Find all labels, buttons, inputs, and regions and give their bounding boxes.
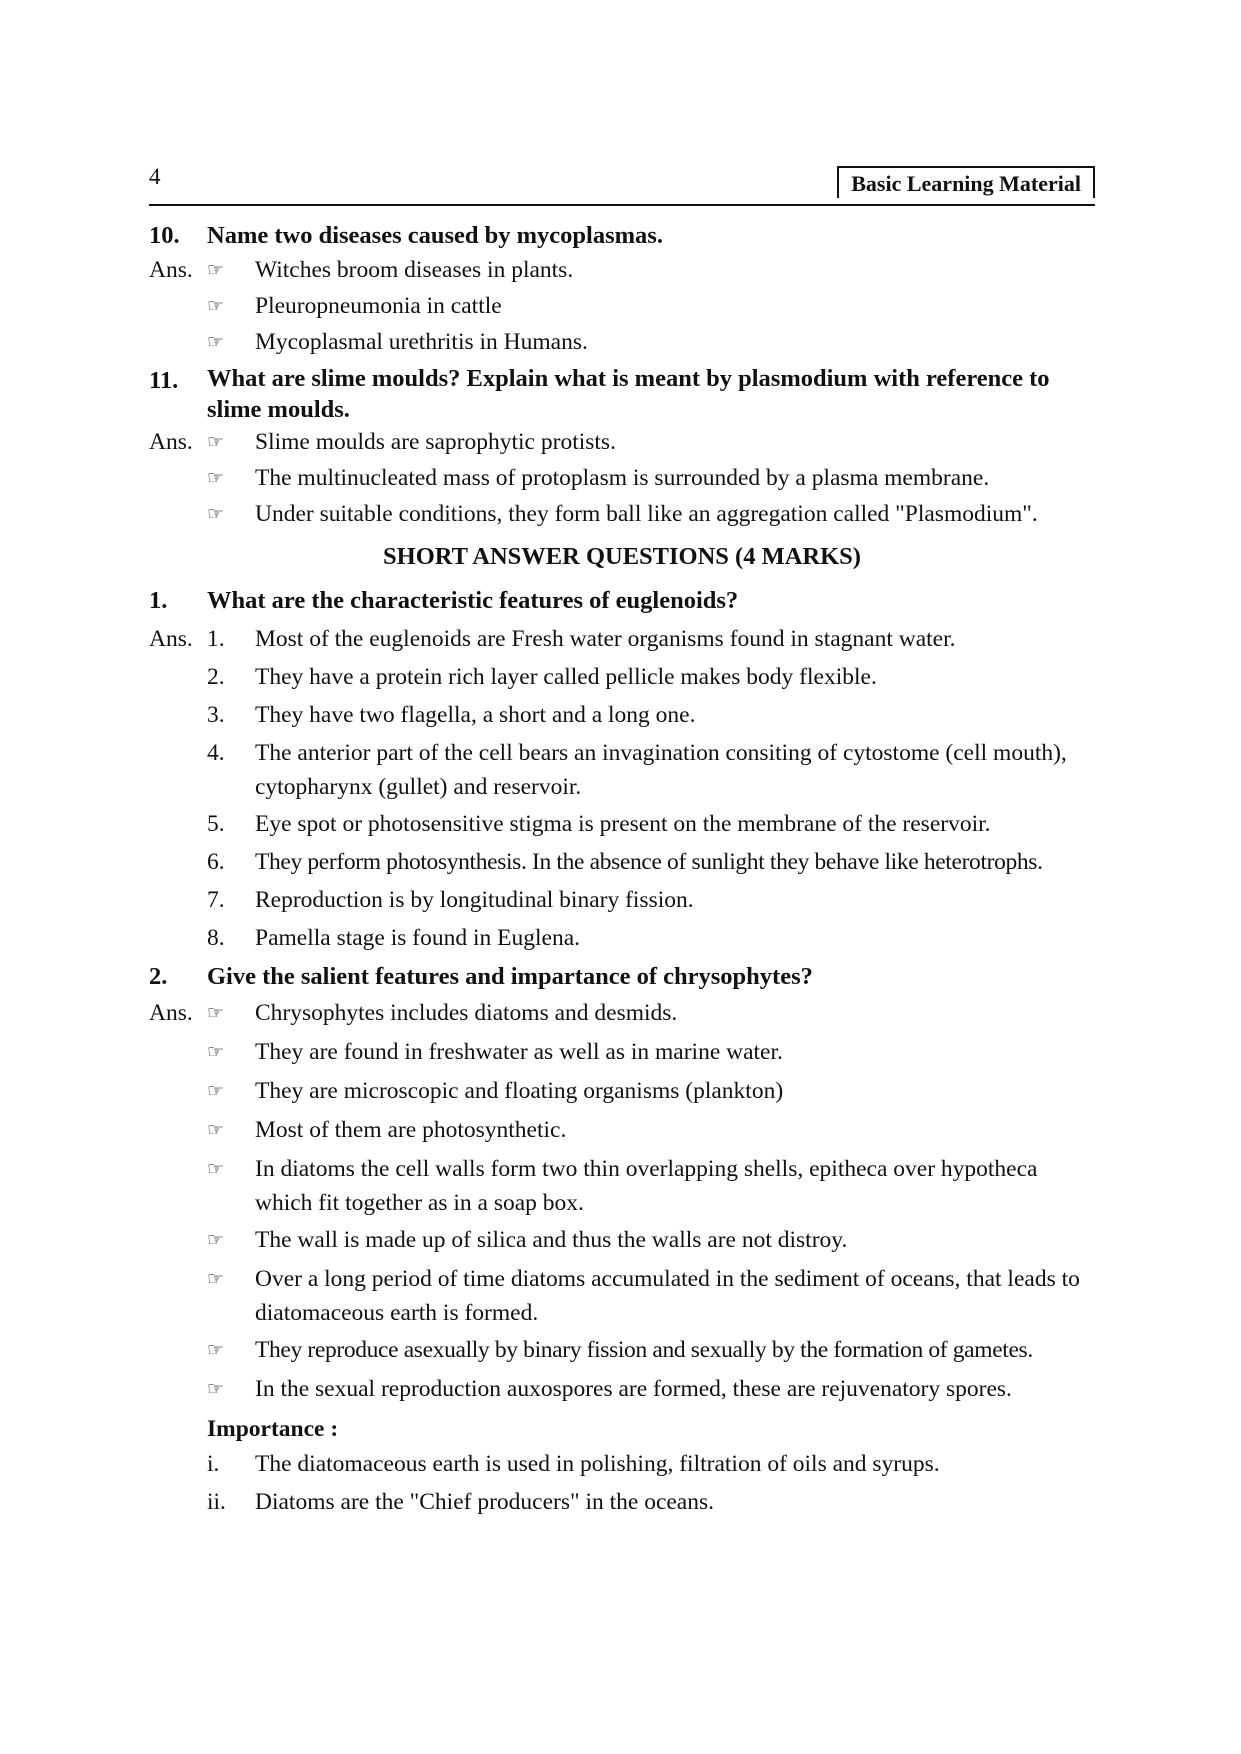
- question-11: [149, 363, 1095, 425]
- answer-text: Most of the euglenoids are Fresh water organisms found in stagnant water.: [255, 626, 956, 652]
- item-number: 8.: [207, 925, 225, 951]
- pointing-hand-icon: ☞: [207, 1119, 225, 1141]
- question-10: [149, 218, 1095, 253]
- answer-text: The wall is made up of silica and thus the walls are not distroy.: [255, 1227, 848, 1253]
- answer-text: Witches broom diseases in plants.: [255, 257, 574, 283]
- ans-label: Ans.: [149, 257, 193, 283]
- item-number: 6.: [207, 849, 225, 875]
- pointing-hand-icon: ☞: [207, 431, 225, 453]
- answer-text: In diatoms the cell walls form two thin overlapping shells, epitheca over hypotheca which fit together as in a soap box.: [255, 1156, 1038, 1216]
- question-text: Name two diseases caused by mycoplasmas.: [207, 222, 663, 249]
- short-question-2: [149, 959, 1095, 994]
- question-number: 1.: [149, 587, 168, 614]
- page-number: 4: [149, 164, 161, 189]
- item-number: 3.: [207, 702, 225, 728]
- item-number: 4.: [207, 740, 225, 766]
- answer-item: [149, 622, 1095, 657]
- answer-text: In the sexual reproduction auxospores are formed, these are rejuvenatory spores.: [255, 1376, 1012, 1402]
- pointing-hand-icon: ☞: [207, 1268, 225, 1290]
- page: [149, 160, 1095, 1523]
- pointing-hand-icon: ☞: [207, 1041, 225, 1063]
- answer-text: They have two flagella, a short and a long one.: [255, 702, 696, 728]
- item-number: ii.: [207, 1489, 226, 1515]
- pointing-hand-icon: ☞: [207, 1339, 225, 1361]
- question-number: 10.: [149, 222, 180, 249]
- answer-text: Most of them are photosynthetic.: [255, 1117, 567, 1143]
- item-number: 2.: [207, 664, 225, 690]
- answer-item: [149, 325, 1095, 361]
- answer-text: Slime moulds are saprophytic protists.: [255, 429, 616, 455]
- question-text: Give the salient features and impartance of chrysophytes?: [207, 963, 813, 990]
- pointing-hand-icon: ☞: [207, 259, 225, 281]
- answer-list: [149, 996, 1095, 1408]
- answer-text: Reproduction is by longitudinal binary fission.: [255, 887, 694, 913]
- importance-heading: Importance :: [207, 1416, 339, 1442]
- pointing-hand-icon: ☞: [207, 1229, 225, 1251]
- answer-item: [149, 1113, 1095, 1149]
- answer-text: The multinucleated mass of protoplasm is surrounded by a plasma membrane.: [255, 465, 990, 491]
- pointing-hand-icon: ☞: [207, 1002, 225, 1024]
- answer-text: Pleuropneumonia in cattle: [255, 293, 502, 319]
- section-title: SHORT ANSWER QUESTIONS (4 MARKS): [383, 543, 861, 570]
- answer-item: [149, 736, 1095, 804]
- importance-text: The diatomaceous earth is used in polishing, filtration of oils and syrups.: [255, 1451, 940, 1477]
- item-number: 7.: [207, 887, 225, 913]
- answer-list: [149, 622, 1095, 956]
- importance-list: [149, 1447, 1095, 1520]
- answer-item: [149, 1223, 1095, 1259]
- item-number: i.: [207, 1451, 220, 1477]
- answer-item: [149, 1035, 1095, 1071]
- pointing-hand-icon: ☞: [207, 467, 225, 489]
- answer-item: [149, 807, 1095, 842]
- answer-text: Mycoplasmal urethritis in Humans.: [255, 329, 588, 355]
- answer-item: [149, 497, 1095, 533]
- importance-item: [149, 1447, 1095, 1482]
- answer-item: [149, 461, 1095, 497]
- answer-item: [149, 1262, 1095, 1330]
- answer-item: [149, 1372, 1095, 1408]
- header-title-box: Basic Learning Material: [837, 166, 1095, 198]
- answer-item: [149, 1333, 1095, 1369]
- answer-text: They have a protein rich layer called pellicle makes body flexible.: [255, 664, 877, 690]
- importance-item: [149, 1485, 1095, 1520]
- answer-text: The anterior part of the cell bears an invagination consiting of cytostome (cell mouth), cytopharynx (gullet) and reservoir.: [255, 740, 1067, 800]
- answer-item: [149, 1152, 1095, 1220]
- question-number: 2.: [149, 963, 168, 990]
- answer-item: [149, 698, 1095, 733]
- answer-text: They are microscopic and floating organisms (plankton): [255, 1078, 784, 1104]
- answer-item: [149, 921, 1095, 956]
- answer-text: Over a long period of time diatoms accumulated in the sediment of oceans, that leads to diatomaceous earth is formed.: [255, 1266, 1080, 1326]
- answer-item: [149, 845, 1095, 880]
- answer-text: Chrysophytes includes diatoms and desmids.: [255, 1000, 678, 1026]
- pointing-hand-icon: ☞: [207, 1080, 225, 1102]
- ans-label: Ans.: [149, 429, 193, 455]
- answer-item: [149, 883, 1095, 918]
- item-number: 5.: [207, 811, 225, 837]
- question-text: What are slime moulds? Explain what is meant by plasmodium with reference to slime moulds.: [207, 365, 1050, 423]
- question-number: 11.: [149, 367, 179, 394]
- question-text: What are the characteristic features of euglenoids?: [207, 587, 739, 614]
- ans-label: Ans.: [149, 626, 193, 652]
- answer-item: [149, 1074, 1095, 1110]
- pointing-hand-icon: ☞: [207, 295, 225, 317]
- answer-item: [149, 253, 1095, 289]
- answer-text: They reproduce asexually by binary fission and sexually by the formation of gametes.: [255, 1337, 1033, 1363]
- pointing-hand-icon: ☞: [207, 503, 225, 525]
- answer-item: [149, 289, 1095, 325]
- pointing-hand-icon: ☞: [207, 1158, 225, 1180]
- answer-text: Pamella stage is found in Euglena.: [255, 925, 581, 951]
- answer-item: [149, 660, 1095, 695]
- answer-text: Under suitable conditions, they form ball like an aggregation called "Plasmodium".: [255, 501, 1038, 527]
- answer-text: They perform photosynthesis. In the absence of sunlight they behave like heterotrophs.: [255, 849, 1043, 875]
- answer-text: Eye spot or photosensitive stigma is present on the membrane of the reservoir.: [255, 811, 991, 837]
- importance-text: Diatoms are the "Chief producers" in the oceans.: [255, 1489, 715, 1515]
- answer-text: They are found in freshwater as well as in marine water.: [255, 1039, 783, 1065]
- pointing-hand-icon: ☞: [207, 1378, 225, 1400]
- pointing-hand-icon: ☞: [207, 331, 225, 353]
- ans-label: Ans.: [149, 1000, 193, 1026]
- short-question-1: [149, 583, 1095, 618]
- item-number: 1.: [207, 626, 225, 652]
- page-header: [149, 160, 1095, 206]
- page-content: [149, 218, 1095, 1520]
- answer-item: [149, 996, 1095, 1032]
- answer-item: [149, 425, 1095, 461]
